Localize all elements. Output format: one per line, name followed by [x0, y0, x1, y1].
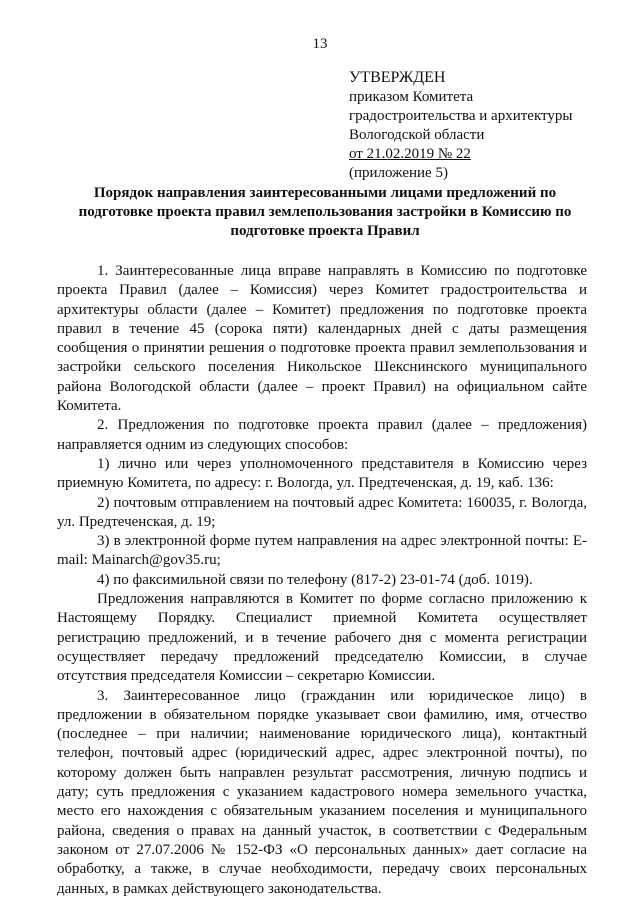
paragraph-method-3: 3) в электронной форме путем направления на адрес электронной почты: E-mail: Mainarch@gov35.ru; [57, 533, 587, 569]
paragraph-2: 2. Предложения по подготовке проекта правил (далее – предложения) направляется одним из следующих способов: [57, 417, 587, 453]
paragraph-method-2: 2) почтовым отправлением на почтовый адрес Комитета: 160035, г. Вологда, ул. Предтеченская, д. 19; [57, 494, 587, 530]
paragraph-1: 1. Заинтересованные лица вправе направлять в Комиссию по подготовке проекта Правил (далее – Комиссия) через Комитет градостроительства и архитектуры области (далее – Комитет) предложения по подготовке проекта правил в течение 45 (сорока пяти) календарных дней с даты размещения сообщения о принятии решения о подготовке проекта правил землепользования и застройки сельского поселения Никольское Шекснинского муниципального района Вологодской области (далее – проект Правил) на официальном сайте Комитета. [57, 263, 587, 415]
approval-block [349, 68, 572, 183]
approval-line-order: приказом Комитета [349, 89, 474, 105]
approval-line-date: от 21.02.2019 № 22 [349, 146, 471, 162]
document-title: Порядок направления заинтересованными лицами предложений по подготовке проекта правил землепользования застройки в Комиссию по подготовке проекта Правил [78, 185, 572, 239]
approval-line-region: Вологодской области [349, 127, 485, 143]
paragraph-method-4: 4) по факсимильной связи по телефону (817-2) 23-01-74 (доб. 1019). [97, 571, 533, 588]
paragraph-3: 3. Заинтересованное лицо (гражданин или юридическое лицо) в предложении в обязательном порядке указывает свои фамилию, имя, отчество (последнее – при наличии; наименование юридического лица), контактный телефон, почтовый адрес (юридический адрес, адрес электронной почты), по которому должен быть направлен результат рассмотрения, личную подпись и дату; суть предложения с указанием кадастрового номера земельного участка, место его нахождения с обязательным указанием поселения и муниципального района, сведения о правах на данный участок, в соответствии с Федеральным законом от 27.07.2006 № 152-ФЗ «О персональных данных» дает согласие на обработку, а также, в случае необходимости, передачу своих персональных данных, в рамках действующего законодательства. [57, 687, 587, 897]
approval-line-appendix: (приложение 5) [349, 165, 448, 181]
document-body [57, 262, 587, 899]
page-number: 13 [312, 36, 328, 52]
approval-line-committee: градостроительства и архитектуры [349, 108, 573, 124]
paragraph-method-1: 1) лично или через уполномоченного представителя в Комиссию через приемную Комитета, по адресу: г. Вологда, ул. Предтеченская, д. 19, каб. 136: [57, 455, 587, 492]
approval-heading: УТВЕРЖДЕН [349, 69, 446, 86]
paragraph-registration: Предложения направляются в Комитет по форме согласно приложению к Настоящему Порядку. Специалист приемной Комитета осуществляет регистрацию предложений, и в течение рабочего дня с момента регистрации осуществляет передачу предложений председателю Комиссии, в случае отсутствия председателя Комиссии – секретарю Комиссии. [57, 591, 587, 685]
